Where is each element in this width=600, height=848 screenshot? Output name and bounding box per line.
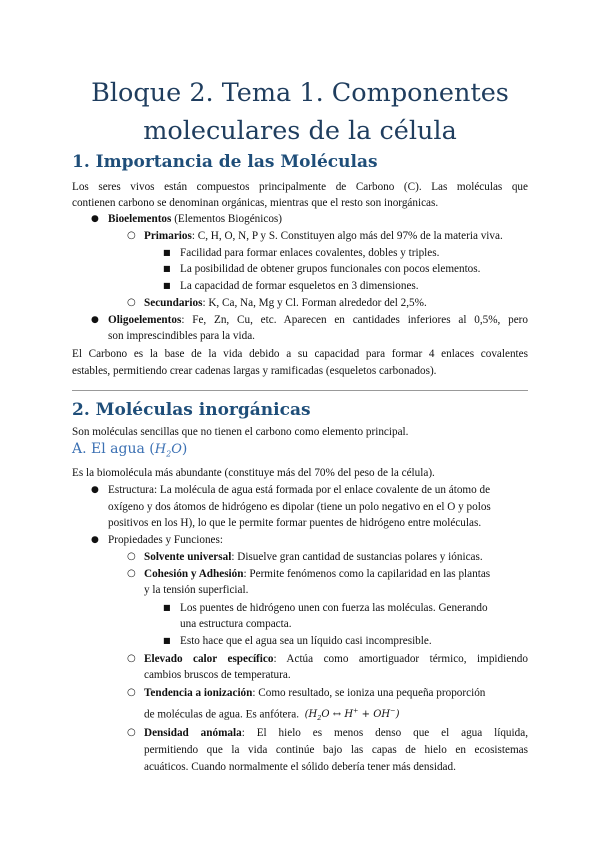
densidad-line-2: permitiendo que la vida continúe bajo las capas de hielo en ecosistemas: [144, 744, 528, 756]
primarios-subitem-1: Facilidad para formar enlaces covalentes, dobles y triples.: [180, 247, 440, 259]
water-subheading-close: ): [181, 441, 188, 457]
solvente-item: [144, 549, 483, 566]
secundarios-text: : K, Ca, Na, Mg y Cl. Forman alrededor del 2,5%.: [202, 297, 427, 309]
oligoelementos-text: : Fe, Zn, Cu, etc. Aparecen en cantidades inferiores al 0,5%, pero: [181, 314, 528, 326]
eq-h: H: [308, 709, 318, 721]
calor-label: Elevado calor específico: [144, 653, 274, 665]
water-formula: [155, 442, 182, 457]
bioelementos-label: Bioelementos: [108, 213, 172, 225]
water-intro: Es la biomolécula más abundante (constituye más del 70% del peso de la célula).: [72, 467, 435, 479]
primarios-label: Primarios: [144, 230, 192, 242]
bioelementos-text: (Elementos Biogénicos): [171, 213, 282, 225]
water-subheading-text: A. El agua (: [72, 441, 155, 457]
bullet-square-icon: ■: [163, 603, 171, 612]
densidad-line-3: acuáticos. Cuando normalmente el sólido debería tener más densidad.: [144, 761, 456, 773]
bullet-dot-icon: ●: [91, 214, 99, 224]
carbono-line-1: El Carbono es la base de la vida debido a su capacidad para formar 4 enlaces covalentes: [72, 348, 528, 360]
cohesion-subitem-1-line-2: una estructura compacta.: [180, 618, 292, 630]
section-2-heading: 2. Moléculas inorgánicas: [72, 400, 311, 420]
cohesion-subitem-1-line-1: Los puentes de hidrógeno unen con fuerza las moléculas. Generando: [180, 602, 488, 614]
bullet-circle-icon: ○: [127, 230, 136, 241]
cohesion-line-2: y la tensión superficial.: [144, 584, 249, 596]
densidad-text: : El hielo es menos denso que el agua líquida,: [241, 727, 528, 739]
oligoelementos-line-2: son imprescindibles para la vida.: [108, 330, 255, 342]
ionizacion-label: Tendencia a ionización: [144, 687, 253, 699]
ionizacion-line-2-text: de moléculas de agua. Es anfótera.: [144, 708, 300, 721]
formula-o: O: [171, 442, 182, 457]
cohesion-text: : Permite fenómenos como la capilaridad en las plantas: [243, 568, 491, 580]
cohesion-subitem-2: Esto hace que el agua sea un líquido casi incompresible.: [180, 635, 432, 647]
bullet-circle-icon: ○: [127, 687, 136, 698]
bullet-square-icon: ■: [163, 248, 171, 257]
formula-sub-2: 2: [166, 449, 172, 459]
carbono-line-2: estables, permitiendo crear cadenas largas y ramificadas (esqueletos carbonados).: [72, 365, 437, 377]
ionization-equation: [304, 707, 400, 723]
estructura-line-2: oxígeno y dos átomos de hidrógeno es dipolar (tiene un polo negativo en el O y polos: [108, 501, 491, 513]
secundarios-item: [144, 295, 427, 312]
bioelementos-item: [108, 211, 282, 228]
section-divider: [72, 390, 528, 391]
ionizacion-item: [144, 685, 485, 702]
propiedades-label: Propiedades y Funciones:: [108, 534, 223, 546]
densidad-item: [144, 725, 528, 742]
eq-oh: + OH: [358, 709, 391, 721]
section-1-heading: 1. Importancia de las Moléculas: [72, 152, 378, 172]
eq-open: (: [304, 709, 309, 721]
primarios-subitem-2: La posibilidad de obtener grupos funcionales con pocos elementos.: [180, 263, 481, 275]
estructura-line-1: Estructura: La molécula de agua está formada por el enlace covalente de un átomo de: [108, 484, 491, 496]
bullet-dot-icon: ●: [91, 535, 99, 545]
eq-plus: +: [353, 707, 359, 715]
bullet-circle-icon: ○: [127, 568, 136, 579]
page-title-line-1: Bloque 2. Tema 1. Componentes: [91, 78, 509, 108]
section-1-intro-line-1: Los seres vivos están compuestos principalmente de Carbono (C). Las moléculas que: [72, 181, 528, 193]
bullet-circle-icon: ○: [127, 551, 136, 562]
page-title: [40, 74, 560, 150]
bullet-square-icon: ■: [163, 264, 171, 273]
primarios-subitem-3: La capacidad de formar esqueletos en 3 dimensiones.: [180, 280, 419, 292]
primarios-text: : C, H, O, N, P y S. Constituyen algo más del 97% de la materia viva.: [191, 230, 503, 242]
estructura-line-3: positivos en los H), lo que le permite formar puentes de hidrógeno entre moléculas.: [108, 517, 482, 529]
bullet-dot-icon: ●: [91, 485, 99, 495]
oligoelementos-label: Oligoelementos: [108, 314, 182, 326]
eq-minus: −: [390, 707, 396, 715]
calor-line-2: cambios bruscos de temperatura.: [144, 669, 291, 681]
section-1-intro-line-2: contienen carbono se denominan orgánicas, mientras que el resto son inorgánicas.: [72, 197, 439, 209]
section-2-intro: Son moléculas sencillas que no tienen el carbono como elemento principal.: [72, 426, 409, 438]
densidad-label: Densidad anómala: [144, 727, 242, 739]
eq-close: ): [395, 709, 400, 721]
bullet-square-icon: ■: [163, 636, 171, 645]
formula-h: H: [154, 442, 167, 457]
bullet-square-icon: ■: [163, 281, 171, 290]
calor-text: : Actúa como amortiguador térmico, impidiendo: [273, 653, 528, 665]
eq-o-arrow-h: O ↔ H: [321, 709, 354, 721]
oligoelementos-item: [108, 312, 528, 329]
bullet-circle-icon: ○: [127, 653, 136, 664]
primarios-item: [144, 228, 503, 245]
cohesion-item: [144, 566, 490, 583]
calor-item: [144, 651, 528, 668]
page-title-line-2: moleculares de la célula: [143, 116, 457, 146]
ionizacion-line-2: [144, 703, 400, 727]
bullet-dot-icon: ●: [91, 315, 99, 325]
solvente-label: Solvente universal: [144, 551, 232, 563]
eq-sub-2: 2: [317, 714, 322, 723]
bullet-circle-icon: ○: [127, 727, 136, 738]
water-subheading: [72, 441, 187, 459]
cohesion-label: Cohesión y Adhesión: [144, 568, 244, 580]
solvente-text: : Disuelve gran cantidad de sustancias polares y iónicas.: [231, 551, 483, 563]
secundarios-label: Secundarios: [144, 297, 203, 309]
bullet-circle-icon: ○: [127, 297, 136, 308]
ionizacion-text: : Como resultado, se ioniza una pequeña proporción: [252, 687, 486, 699]
